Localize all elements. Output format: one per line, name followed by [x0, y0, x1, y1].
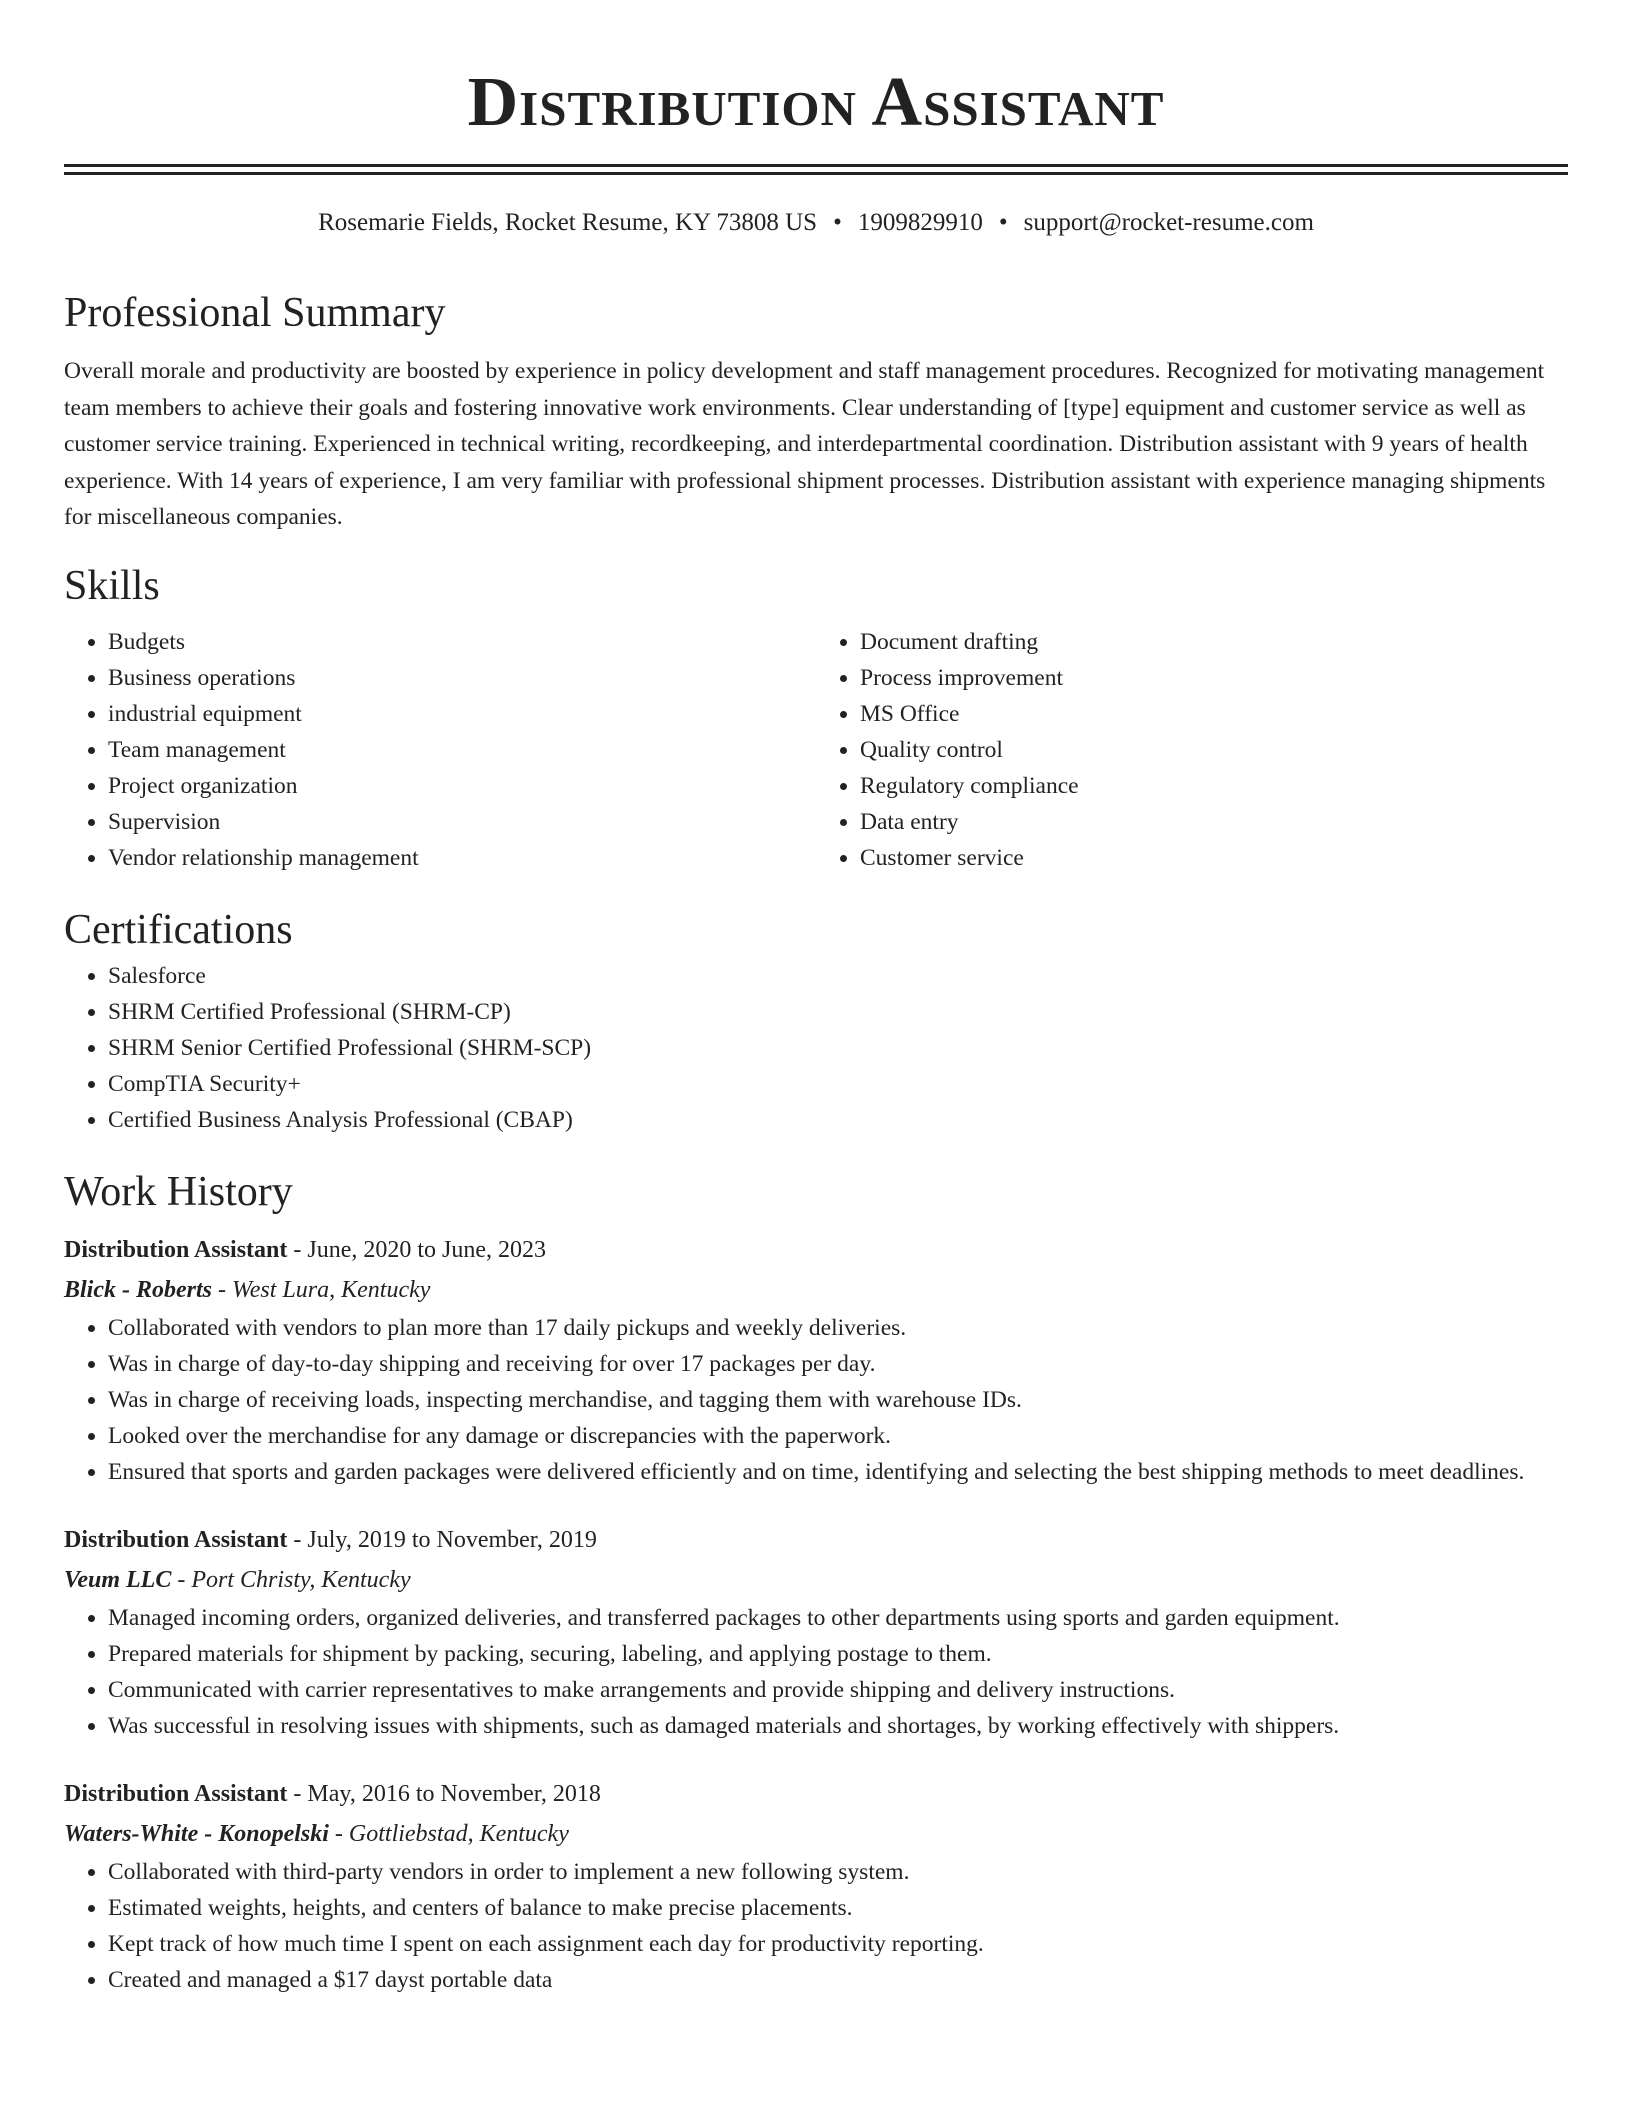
certifications-list: [64, 958, 1568, 1138]
job-dates: - July, 2019 to November, 2019: [287, 1526, 597, 1553]
skill-item: • industrial equipment: [108, 696, 816, 732]
skill-item: • Vendor relationship management: [108, 840, 816, 876]
header-divider: [64, 164, 1568, 175]
contact-email: support@rocket-resume.com: [1023, 209, 1314, 236]
skill-item: • Regulatory compliance: [860, 768, 1568, 804]
summary-heading: Professional Summary: [64, 290, 446, 336]
job-header: [64, 1520, 1568, 1560]
job-role: Distribution Assistant: [64, 1526, 288, 1553]
skill-item: • Business operations: [108, 660, 816, 696]
job-bullets: [64, 1600, 1568, 1744]
job-bullet: • Kept track of how much time I spent on each assignment each day for productivity reporting.: [108, 1926, 1568, 1962]
summary-text: Overall morale and productivity are boosted by experience in policy development and staff management procedures. Recognized for motivating management team members to achieve their goals and fostering innovative work environments. Clear understanding of [type] equipment and customer service as well as customer service training. Experienced in technical writing, recordkeeping, and interdepartmental coordination. Distribution assistant with 9 years of health experience. With 14 years of experience, I am very familiar with professional shipment processes. Distribution assistant with experience managing shipments for miscellaneous companies.: [64, 358, 1546, 530]
job-bullet: • Was in charge of day-to-day shipping and receiving for over 17 packages per day.: [108, 1346, 1568, 1382]
job-dates: - June, 2020 to June, 2023: [287, 1236, 547, 1263]
job-location: - Port Christy, Kentucky: [171, 1566, 411, 1593]
skill-item: • Budgets: [108, 624, 816, 660]
job-company: Waters-White - Konopelski: [64, 1820, 329, 1847]
certification-item: • SHRM Certified Professional (SHRM-CP): [108, 994, 1568, 1030]
skills-grid: [64, 624, 1568, 876]
contact-separator: •: [833, 209, 842, 236]
job-header: [64, 1230, 1568, 1270]
skill-item: • Team management: [108, 732, 816, 768]
certifications-heading: Certifications: [64, 906, 293, 953]
job-bullet: • Collaborated with third-party vendors in order to implement a new following system.: [108, 1854, 1568, 1890]
skills-list-left: [64, 624, 816, 876]
skill-item: • Quality control: [860, 732, 1568, 768]
job-employer: [64, 1270, 1568, 1310]
skill-item: • Document drafting: [860, 624, 1568, 660]
job-location: - West Lura, Kentucky: [212, 1276, 431, 1303]
job-bullet: • Was successful in resolving issues with shipments, such as damaged materials and shortages, by working effectively with shippers.: [108, 1708, 1568, 1744]
job-employer: [64, 1814, 1568, 1854]
skills-list-right: [816, 624, 1568, 876]
job-bullet: • Ensured that sports and garden packages were delivered efficiently and on time, identifying and selecting the best shipping methods to meet deadlines.: [108, 1454, 1568, 1490]
skill-item: • Project organization: [108, 768, 816, 804]
certification-item: • Certified Business Analysis Professional (CBAP): [108, 1102, 1568, 1138]
job-bullet: • Estimated weights, heights, and centers of balance to make precise placements.: [108, 1890, 1568, 1926]
job-header: [64, 1774, 1568, 1814]
job-bullet: • Communicated with carrier representatives to make arrangements and provide shipping and delivery instructions.: [108, 1672, 1568, 1708]
certification-item: • CompTIA Security+: [108, 1066, 1568, 1102]
job-bullet: • Prepared materials for shipment by packing, securing, labeling, and applying postage to them.: [108, 1636, 1568, 1672]
job-entry: [64, 1774, 1568, 1998]
resume-content: [64, 0, 1568, 1998]
job-bullet: • Looked over the merchandise for any damage or discrepancies with the paperwork.: [108, 1418, 1568, 1454]
job-bullet: • Managed incoming orders, organized deliveries, and transferred packages to other departments using sports and garden equipment.: [108, 1600, 1568, 1636]
job-role: Distribution Assistant: [64, 1236, 288, 1263]
contact-line: [64, 205, 1568, 241]
job-entry: [64, 1520, 1568, 1744]
job-employer: [64, 1560, 1568, 1600]
contact-address: Rosemarie Fields, Rocket Resume, KY 73808 US: [318, 209, 818, 236]
contact-separator: •: [998, 209, 1008, 236]
job-entry: [64, 1230, 1568, 1490]
job-dates: - May, 2016 to November, 2018: [287, 1780, 601, 1807]
resume-name: Distribution Assistant: [467, 64, 1165, 141]
skill-item: • MS Office: [860, 696, 1568, 732]
skill-item: • Supervision: [108, 804, 816, 840]
certification-item: • SHRM Senior Certified Professional (SHRM-SCP): [108, 1030, 1568, 1066]
job-bullets: [64, 1310, 1568, 1490]
job-company: Veum LLC: [64, 1566, 172, 1593]
job-bullet: • Created and managed a $17 dayst portable data: [108, 1962, 1568, 1998]
skills-heading: Skills: [64, 562, 160, 609]
job-role: Distribution Assistant: [64, 1780, 288, 1807]
contact-phone: 1909829910: [857, 209, 983, 236]
work-history-heading: Work History: [64, 1168, 293, 1215]
skill-item: • Process improvement: [860, 660, 1568, 696]
skill-item: • Customer service: [860, 840, 1568, 876]
skill-item: • Data entry: [860, 804, 1568, 840]
job-bullet: • Was in charge of receiving loads, inspecting merchandise, and tagging them with warehouse IDs.: [108, 1382, 1568, 1418]
job-bullets: [64, 1854, 1568, 1998]
job-location: - Gottliebstad, Kentucky: [328, 1820, 569, 1847]
certification-item: • Salesforce: [108, 958, 1568, 994]
job-company: Blick - Roberts: [64, 1276, 212, 1303]
job-bullet: • Collaborated with vendors to plan more than 17 daily pickups and weekly deliveries.: [108, 1310, 1568, 1346]
